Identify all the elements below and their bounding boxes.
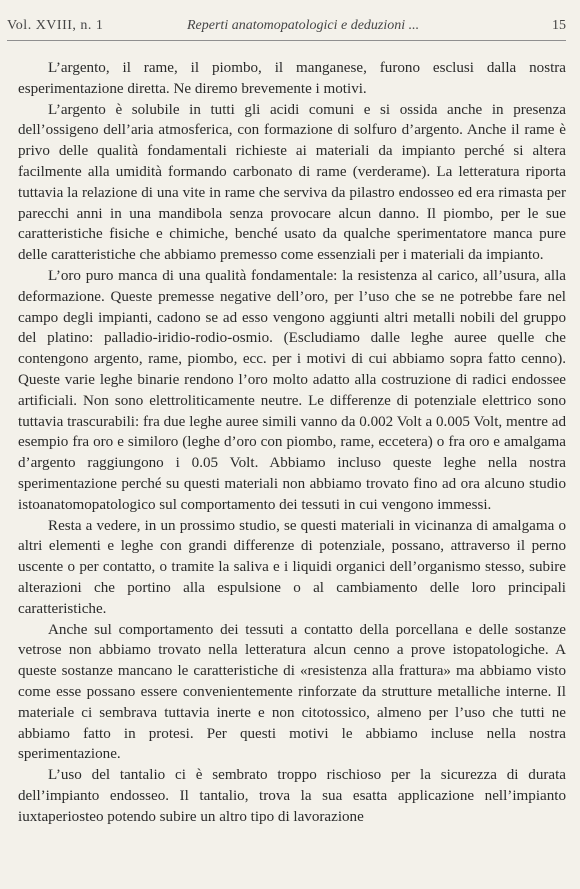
paragraph: L’uso del tantalio ci è sembrato troppo rischioso per la sicurezza di durata dell’impianto endosseo. Il tantalio, trova la sua esatta applicazione nell’impianto iuxtaperiosteo potendo subire un altro tipo di lavorazione: [18, 767, 566, 825]
paragraph: Resta a vedere, in un prossimo studio, se questi materiali in vicinanza di amalgama o altri elementi e leghe con grandi differenze di potenziale, possano, attraverso il perno uscente o per contatto, o tramite la saliva e i liquidi organici dell’organismo stesso, subire alterazioni che portino alla espulsione o al cambiamento delle loro principali caratteristiche.: [18, 517, 566, 617]
paragraph: L’argento, il rame, il piombo, il manganese, furono esclusi dalla nostra esperimentazione diretta. Ne diremo brevemente i motivi.: [18, 60, 566, 97]
paragraph: Anche sul comportamento dei tessuti a contatto della porcellana e delle sostanze vetrose non abbiamo trovato nella letteratura alcun cenno a prove istopatologiche. A queste sostanze mancano le caratteristiche di «resistenza alla frattura» ma abbiamo visto come esse possano essere convenientemente rinforzate da strutture metalliche interne. Il materiale ci sembrava tuttavia inerte e non citotossico, almeno per l’uso che tutti ne abbiamo fatto in protesi. Per questi motivi le abbiamo incluse nella nostra sperimentazione.: [18, 621, 566, 763]
running-title: Reperti anatomopatologici e deduzioni ...: [187, 18, 420, 33]
header-rule: [7, 40, 566, 41]
paragraph: L’oro puro manca di una qualità fondamentale: la resistenza al carico, all’usura, alla deformazione. Queste premesse negative dell’oro, per l’uso che se ne potrebbe fare nel campo degli impianti, cadono se ad esso vengono aggiunti altri metalli nobili del gruppo del platino: palladio-iridio-rodio-osmio. (Escludiamo dalle leghe auree quelle che contengono argento, rame, piombo, ecc. per i motivi di cui abbiamo sopra fatto cenno). Queste varie leghe binarie rendono l’oro molto adatto alla costruzione di radici endossee artificiali. Non sono elettroliticamente neutre. Le differenze di potenziale elettrico sono tuttavia trascurabili: fra due leghe auree simili vanno da 0.002 Volt a 0.005 Volt, mentre ad esempio fra oro e similoro (leghe d’oro con piombo, rame, eccetera) o fra oro e amalgama d’argento raggiungono i 0.05 Volt. Abbiamo incluso queste leghe nella nostra sperimentazione perché su questi materiali non abbiamo trovato fino ad ora alcuno studio istoanatomopatologico sul comportamento dei tessuti in cui vengono immessi.: [18, 267, 566, 513]
page-number: 15: [552, 18, 566, 33]
running-header: [7, 14, 566, 38]
article-body: [18, 58, 566, 827]
paragraph: L’argento è solubile in tutti gli acidi comuni e si ossida anche in presenza dell’ossigeno dell’aria atmosferica, con formazione di solfuro d’argento. Anche il rame è privo delle qualità fondamentali richieste ai materiali da impianto perché si altera facilmente alla umidità formando carbonato di rame (verderame). La letteratura riporta tuttavia la relazione di una vite in rame che serviva da pilastro endosseo ed era rimasta per parecchi anni in una mandibola senza provocare alcun danno. Il piombo, per le sue caratteristiche fisiche e chimiche, benché usato da qualche sperimentatore manca pure delle caratteristiche che abbiamo premesso come essenziali per i materiali da impianto.: [18, 101, 566, 264]
volume-label: Vol. XVIII, n. 1: [7, 18, 104, 33]
